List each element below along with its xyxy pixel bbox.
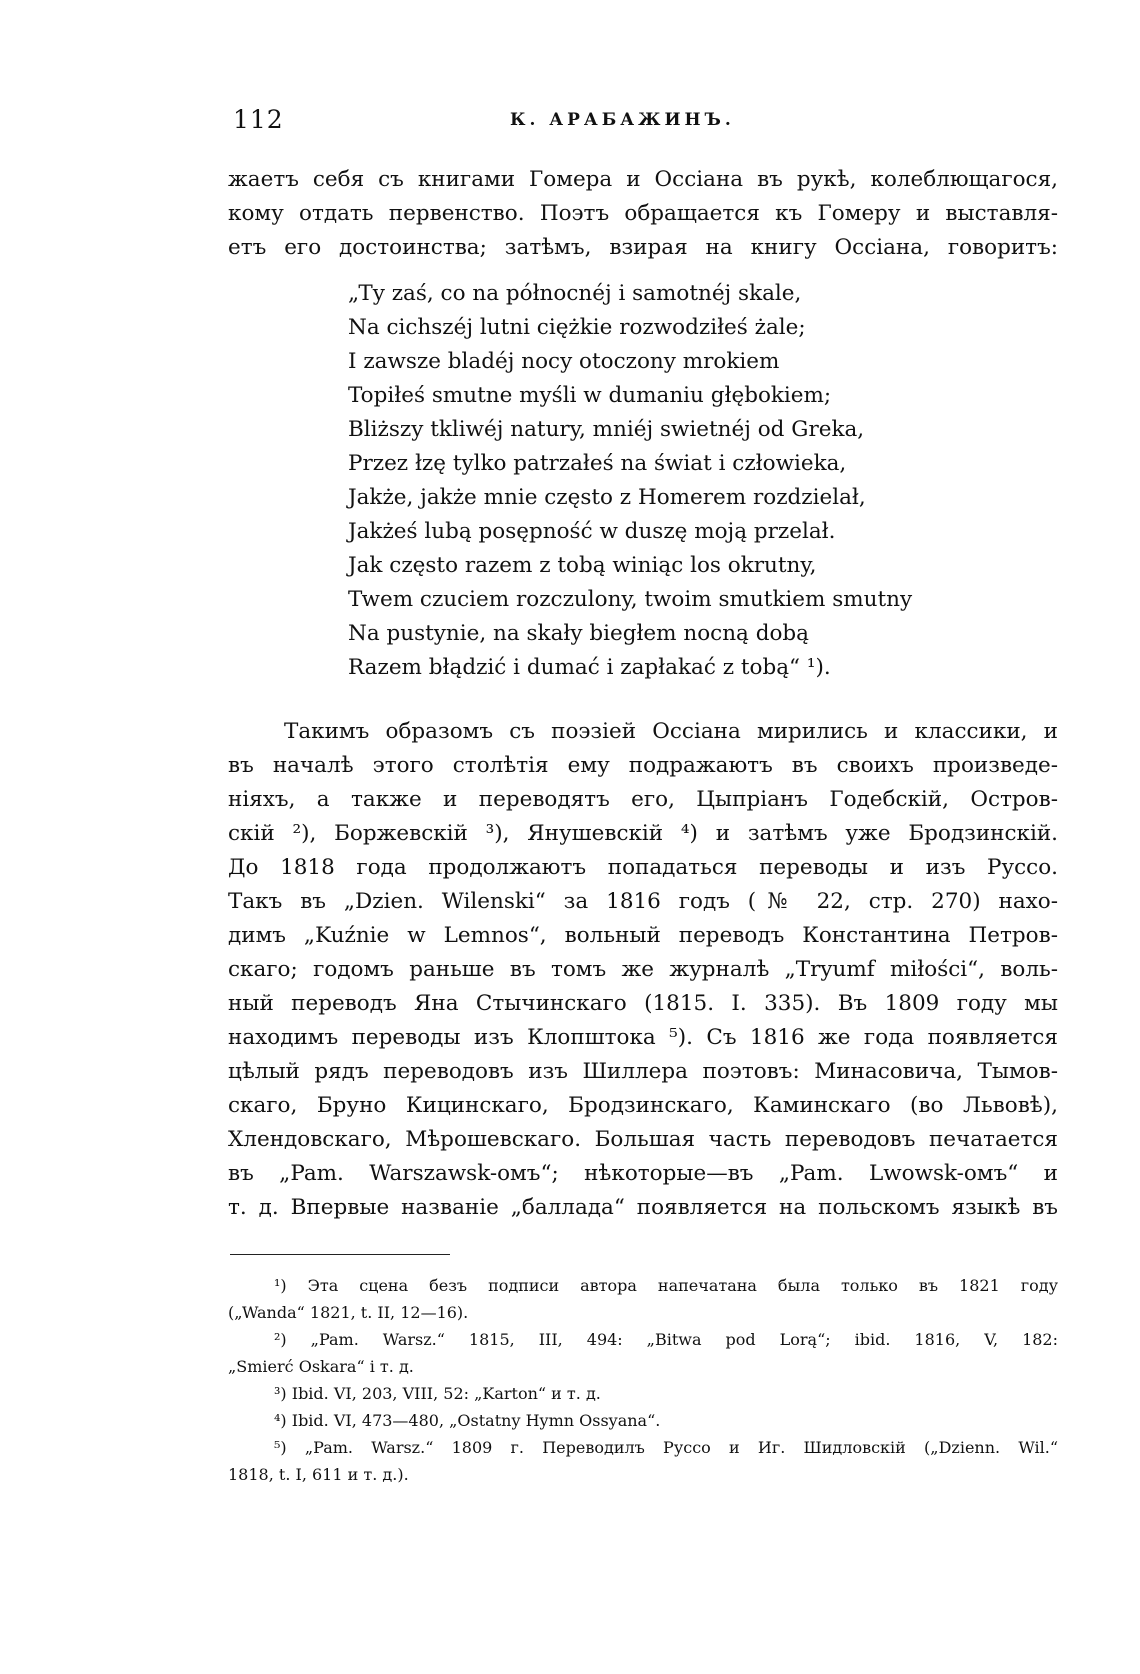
text-line: въ „Pam. Warszawsk-омъ“; нѣкоторые—въ „Pam. Lwowsk-омъ“ и xyxy=(228,1161,1058,1186)
text-line: Такимъ образомъ съ поэзiей Оссiана мирились и классики, и xyxy=(284,719,1058,744)
poem-verse: Twem czuciem rozczulony, twoim smutkiem smutny xyxy=(348,587,913,612)
footnote-line: ³) Ibid. VI, 203, VIII, 52: „Karton“ и т. д. xyxy=(274,1384,601,1403)
page-number: 112 xyxy=(233,105,284,134)
poem-verse: Na cichszéj lutni ciężkie rozwodziłeś żale; xyxy=(348,315,806,340)
text-line: цѣлый рядъ переводовъ изъ Шиллера поэтовъ: Минасовича, Тымов- xyxy=(228,1059,1058,1084)
running-head: К. АРАБАЖИНЪ. xyxy=(510,110,735,130)
text-line: До 1818 года продолжаютъ попадаться переводы и изъ Руссо. xyxy=(228,855,1058,880)
poem-verse: „Ty zaś, co na północnéj i samotnéj skale, xyxy=(348,281,802,306)
text-line: димъ „Kuźnie w Lemnos“, вольный переводъ Константина Петров- xyxy=(228,923,1058,948)
footnote-line: „Smierć Oskara“ i т. д. xyxy=(228,1357,414,1376)
text-line: въ началѣ этого столѣтiя ему подражаютъ въ своихъ произведе- xyxy=(228,753,1058,778)
footnote-line: 1818, t. I, 611 и т. д.). xyxy=(228,1465,409,1484)
text-line: нiяхъ, а также и переводятъ его, Цыпрiанъ Годебскiй, Остров- xyxy=(228,787,1058,812)
poem-quotation xyxy=(348,277,912,685)
text-line: етъ его достоинства; затѣмъ, взирая на книгу Оссiана, говоритъ: xyxy=(228,235,1058,260)
footnote-line: ⁵) „Pam. Warsz.“ 1809 г. Переводилъ Руссо и Иг. Шидловскiй („Dzienn. Wil.“ xyxy=(274,1438,1058,1457)
intro-paragraph xyxy=(228,163,1058,265)
poem-verse: Razem błądzić i dumać i zapłakać z tobą“ ¹). xyxy=(348,655,831,680)
poem-verse: Topiłeś smutne myśli w dumaniu głębokiem; xyxy=(348,383,832,408)
footnote-divider xyxy=(230,1254,450,1255)
footnotes xyxy=(228,1272,1058,1488)
poem-verse: Jakżeś lubą posępność w duszę moją przelał. xyxy=(348,519,836,544)
text-line: находимъ переводы изъ Клопштока ⁵). Съ 1816 же года появляется xyxy=(228,1025,1058,1050)
poem-verse: Jakże, jakże mnie często z Homerem rozdzielał, xyxy=(348,485,866,510)
text-line: Хлендовскаго, Мѣрошевскаго. Большая часть переводовъ печатается xyxy=(228,1127,1058,1152)
poem-verse: Na pustynie, na skały biegłem nocną dobą xyxy=(348,621,810,646)
footnote-line: ¹) Эта сцена безъ подписи автора напечатана была только въ 1821 году xyxy=(274,1276,1058,1295)
text-line: т. д. Впервые названiе „баллада“ появляется на польскомъ языкѣ въ xyxy=(228,1195,1058,1220)
footnote-line: („Wanda“ 1821, t. II, 12—16). xyxy=(228,1303,469,1322)
text-line: жаетъ себя съ книгами Гомера и Оссiана въ рукѣ, колеблющагося, xyxy=(228,167,1058,192)
poem-verse: Bliższy tkliwéj natury, mniéj swietnéj od Greka, xyxy=(348,417,865,442)
poem-verse: Przez łzę tylko patrzałeś na świat i człowieka, xyxy=(348,451,847,476)
footnote-line: ⁴) Ibid. VI, 473—480, „Ostatny Hymn Ossyana“. xyxy=(274,1411,661,1430)
text-line: скаго; годомъ раньше въ томъ же журналѣ „Tryumf miłości“, воль- xyxy=(228,957,1058,982)
poem-verse: I zawsze bladéj nocy otoczony mrokiem xyxy=(348,349,780,374)
main-paragraph xyxy=(228,715,1058,1225)
footnote-line: ²) „Pam. Warsz.“ 1815, III, 494: „Bitwa pod Lorą“; ibid. 1816, V, 182: xyxy=(274,1330,1058,1349)
text-line: Такъ въ „Dzien. Wilenski“ за 1816 годъ (№ 22, стр. 270) нахо- xyxy=(228,889,1058,914)
text-line: скаго, Бруно Кицинскаго, Бродзинскаго, Каминскаго (во Львовѣ), xyxy=(228,1093,1058,1118)
text-line: скiй ²), Боржевскiй ³), Янушевскiй ⁴) и затѣмъ уже Бродзинскiй. xyxy=(228,821,1058,846)
text-line: кому отдать первенство. Поэтъ обращается къ Гомеру и выставля- xyxy=(228,201,1058,226)
text-line: ный переводъ Яна Стычинскаго (1815. I. 335). Въ 1809 году мы xyxy=(228,991,1058,1016)
poem-verse: Jak często razem z tobą winiąc los okrutny, xyxy=(348,553,817,578)
